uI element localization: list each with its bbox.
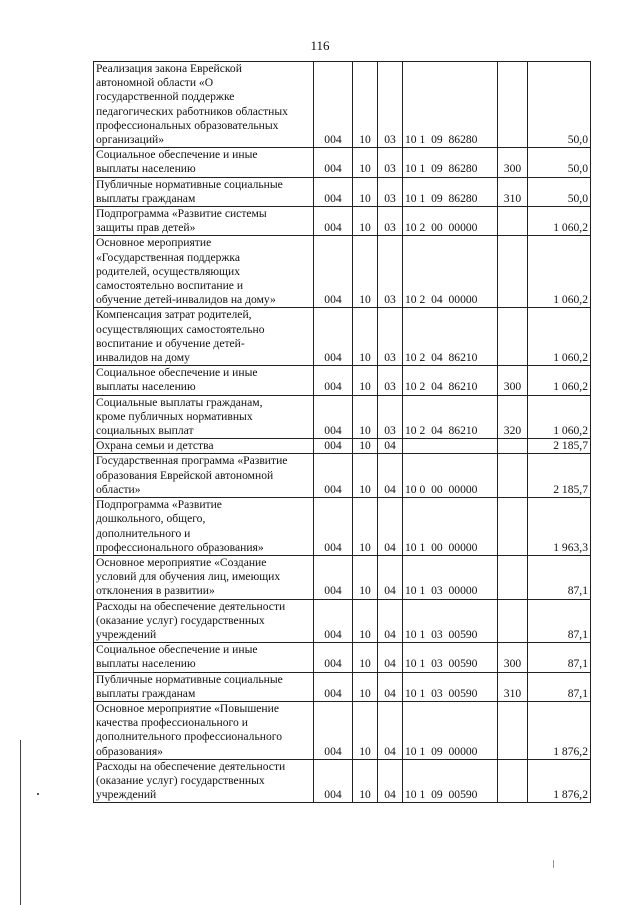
row-name-line: выплаты населению: [96, 657, 196, 671]
row-name: [94, 643, 314, 672]
section-code: 10: [353, 62, 378, 148]
expense-type-code: 300: [498, 366, 528, 395]
ministry-code: 004: [314, 555, 353, 599]
section-code: 10: [353, 555, 378, 599]
expense-type-code: [498, 236, 528, 308]
row-name: [94, 395, 314, 439]
section-code: 10: [353, 207, 378, 236]
row-name: [94, 236, 314, 308]
row-name-line: Социальное обеспечение и иные: [96, 148, 258, 162]
row-name: [94, 759, 314, 803]
ministry-code: 004: [314, 454, 353, 498]
ministry-code: 004: [314, 148, 353, 177]
row-name: [94, 439, 314, 454]
target-article-code: 10 1 03 00590: [403, 672, 498, 701]
row-name-line: качества профессионального и: [96, 716, 248, 730]
expense-type-code: [498, 555, 528, 599]
row-name-line: Социальные выплаты гражданам,: [96, 395, 263, 409]
target-article-code: 10 2 04 86210: [403, 308, 498, 366]
subsection-code: 03: [378, 177, 403, 206]
subsection-code: 03: [378, 395, 403, 439]
row-name-line: (оказание услуг) государственных: [96, 773, 265, 787]
expense-type-code: 310: [498, 672, 528, 701]
row-name-line: дополнительного и: [96, 526, 191, 540]
subsection-code: 04: [378, 439, 403, 454]
expense-type-code: [498, 207, 528, 236]
table-row: [94, 366, 591, 395]
section-code: 10: [353, 177, 378, 206]
row-name-line: (оказание услуг) государственных: [96, 613, 265, 627]
budget-table-body: [94, 62, 591, 803]
ministry-code: 004: [314, 308, 353, 366]
subsection-code: 04: [378, 759, 403, 803]
subsection-code: 04: [378, 599, 403, 643]
row-name-line: профессионального образования»: [96, 540, 264, 554]
amount: 1 060,2: [528, 207, 591, 236]
row-name-line: отклонения в развитии»: [96, 584, 215, 598]
subsection-code: 04: [378, 643, 403, 672]
amount: 1 963,3: [528, 498, 591, 556]
target-article-code: 10 2 04 86210: [403, 366, 498, 395]
row-name-line: Государственная программа «Развитие: [96, 454, 288, 468]
margin-dot: [37, 793, 39, 795]
expense-type-code: [498, 599, 528, 643]
row-name-line: кроме публичных нормативных: [96, 409, 253, 423]
expense-type-code: [498, 439, 528, 454]
target-article-code: 10 1 09 86280: [403, 62, 498, 148]
row-name-line: защиты прав детей»: [96, 221, 196, 235]
table-row: [94, 62, 591, 148]
ministry-code: 004: [314, 207, 353, 236]
row-name-line: образования»: [96, 744, 163, 758]
table-row: [94, 759, 591, 803]
table-row: [94, 439, 591, 454]
row-name-line: условий для обучения лиц, имеющих: [96, 570, 281, 584]
row-name-line: Расходы на обеспечение деятельности: [96, 599, 286, 613]
row-name: [94, 672, 314, 701]
target-article-code: 10 1 09 86280: [403, 148, 498, 177]
table-row: [94, 643, 591, 672]
amount: 1 876,2: [528, 759, 591, 803]
row-name-line: учреждений: [96, 788, 157, 802]
table-row: [94, 308, 591, 366]
subsection-code: 03: [378, 62, 403, 148]
expense-type-code: 300: [498, 148, 528, 177]
row-name-line: дошкольного, общего,: [96, 512, 206, 526]
table-row: [94, 701, 591, 759]
subsection-code: 04: [378, 498, 403, 556]
row-name-line: социальных выплат: [96, 424, 194, 438]
table-row: [94, 672, 591, 701]
section-code: 10: [353, 308, 378, 366]
row-name-line: родителей, осуществляющих: [96, 264, 240, 278]
target-article-code: [403, 439, 498, 454]
amount: 1 060,2: [528, 308, 591, 366]
row-name-line: Публичные нормативные социальные: [96, 672, 283, 686]
amount: 87,1: [528, 672, 591, 701]
subsection-code: 04: [378, 454, 403, 498]
amount: 87,1: [528, 643, 591, 672]
section-code: 10: [353, 672, 378, 701]
amount: 50,0: [528, 148, 591, 177]
subsection-code: 04: [378, 672, 403, 701]
row-name-line: организаций»: [96, 133, 165, 147]
row-name-line: Расходы на обеспечение деятельности: [96, 759, 286, 773]
subsection-code: 04: [378, 555, 403, 599]
row-name-line: выплаты гражданам: [96, 686, 196, 700]
target-article-code: 10 1 03 00590: [403, 643, 498, 672]
expense-type-code: [498, 759, 528, 803]
table-row: [94, 599, 591, 643]
amount: 87,1: [528, 555, 591, 599]
target-article-code: 10 1 09 00000: [403, 701, 498, 759]
section-code: 10: [353, 643, 378, 672]
section-code: 10: [353, 454, 378, 498]
row-name-line: Публичные нормативные социальные: [96, 177, 283, 191]
row-name-line: Основное мероприятие: [96, 236, 212, 250]
table-row: [94, 236, 591, 308]
ministry-code: 004: [314, 439, 353, 454]
table-row: [94, 454, 591, 498]
row-name-line: обучение детей-инвалидов на дому»: [96, 293, 276, 307]
row-name: [94, 599, 314, 643]
subsection-code: 03: [378, 207, 403, 236]
row-name-line: осуществляющих самостоятельно: [96, 322, 265, 336]
row-name-line: инвалидов на дому: [96, 351, 190, 365]
ministry-code: 004: [314, 701, 353, 759]
table-row: [94, 177, 591, 206]
table-row: [94, 207, 591, 236]
ministry-code: 004: [314, 177, 353, 206]
row-name-line: Подпрограмма «Развитие системы: [96, 207, 267, 221]
amount: 87,1: [528, 599, 591, 643]
row-name-line: области»: [96, 482, 141, 496]
row-name-line: выплаты гражданам: [96, 191, 196, 205]
row-name-line: государственной поддержке: [96, 90, 235, 104]
subsection-code: 03: [378, 236, 403, 308]
row-name-line: учреждений: [96, 627, 157, 641]
expense-type-code: [498, 454, 528, 498]
amount: 50,0: [528, 177, 591, 206]
row-name: [94, 148, 314, 177]
row-name: [94, 62, 314, 148]
row-name: [94, 555, 314, 599]
row-name-line: образования Еврейской автономной: [96, 468, 274, 482]
expense-type-code: 300: [498, 643, 528, 672]
row-name-line: Социальное обеспечение и иные: [96, 366, 258, 380]
expense-type-code: [498, 62, 528, 148]
subsection-code: 03: [378, 366, 403, 395]
target-article-code: 10 2 04 00000: [403, 236, 498, 308]
row-name-line: воспитание и обучение детей-: [96, 336, 245, 350]
target-article-code: 10 1 03 00000: [403, 555, 498, 599]
amount: 2 185,7: [528, 454, 591, 498]
expense-type-code: [498, 498, 528, 556]
section-code: 10: [353, 148, 378, 177]
ministry-code: 004: [314, 672, 353, 701]
row-name: [94, 207, 314, 236]
row-name-line: «Государственная поддержка: [96, 250, 241, 264]
section-code: 10: [353, 599, 378, 643]
expense-type-code: 310: [498, 177, 528, 206]
row-name-line: Охрана семьи и детства: [96, 439, 214, 453]
expense-type-code: [498, 308, 528, 366]
row-name: [94, 308, 314, 366]
table-row: [94, 395, 591, 439]
row-name-line: педагогических работников областных: [96, 104, 288, 118]
target-article-code: 10 2 04 86210: [403, 395, 498, 439]
row-name-line: профессиональных образовательных: [96, 118, 279, 132]
row-name: [94, 454, 314, 498]
subsection-code: 03: [378, 308, 403, 366]
row-name-line: Основное мероприятие «Создание: [96, 555, 267, 569]
row-name-line: автономной области «О: [96, 76, 214, 90]
section-code: 10: [353, 395, 378, 439]
table-row: [94, 148, 591, 177]
amount: 1 060,2: [528, 366, 591, 395]
target-article-code: 10 1 09 00590: [403, 759, 498, 803]
target-article-code: 10 1 03 00590: [403, 599, 498, 643]
amount: 1 876,2: [528, 701, 591, 759]
target-article-code: 10 1 00 00000: [403, 498, 498, 556]
row-name: [94, 177, 314, 206]
expense-type-code: [498, 701, 528, 759]
ministry-code: 004: [314, 366, 353, 395]
amount: 1 060,2: [528, 395, 591, 439]
row-name-line: выплаты населению: [96, 162, 196, 176]
row-name-line: Подпрограмма «Развитие: [96, 498, 222, 512]
row-name: [94, 498, 314, 556]
row-name-line: Социальное обеспечение и иные: [96, 643, 258, 657]
section-code: 10: [353, 366, 378, 395]
row-name-line: самостоятельно воспитание и: [96, 279, 244, 293]
table-row: [94, 555, 591, 599]
section-code: 10: [353, 236, 378, 308]
row-name: [94, 366, 314, 395]
page-number: 116: [310, 38, 330, 53]
ministry-code: 004: [314, 62, 353, 148]
amount: 50,0: [528, 62, 591, 148]
ministry-code: 004: [314, 395, 353, 439]
budget-table: [93, 61, 591, 803]
ministry-code: 004: [314, 236, 353, 308]
row-name-line: Компенсация затрат родителей,: [96, 308, 252, 322]
ministry-code: 004: [314, 759, 353, 803]
ministry-code: 004: [314, 643, 353, 672]
target-article-code: 10 2 00 00000: [403, 207, 498, 236]
row-name-line: выплаты населению: [96, 380, 196, 394]
target-article-code: 10 0 00 00000: [403, 454, 498, 498]
subsection-code: 04: [378, 701, 403, 759]
section-code: 10: [353, 439, 378, 454]
section-code: 10: [353, 759, 378, 803]
ministry-code: 004: [314, 498, 353, 556]
row-name: [94, 701, 314, 759]
row-name-line: Реализация закона Еврейской: [96, 62, 242, 75]
row-name-line: дополнительного профессионального: [96, 730, 283, 744]
table-row: [94, 498, 591, 556]
ministry-code: 004: [314, 599, 353, 643]
row-name-line: Основное мероприятие «Повышение: [96, 701, 279, 715]
section-code: 10: [353, 701, 378, 759]
scan-mark: [553, 860, 554, 868]
subsection-code: 03: [378, 148, 403, 177]
section-code: 10: [353, 498, 378, 556]
amount: 1 060,2: [528, 236, 591, 308]
expense-type-code: 320: [498, 395, 528, 439]
amount: 2 185,7: [528, 439, 591, 454]
target-article-code: 10 1 09 86280: [403, 177, 498, 206]
margin-line: [20, 740, 21, 905]
